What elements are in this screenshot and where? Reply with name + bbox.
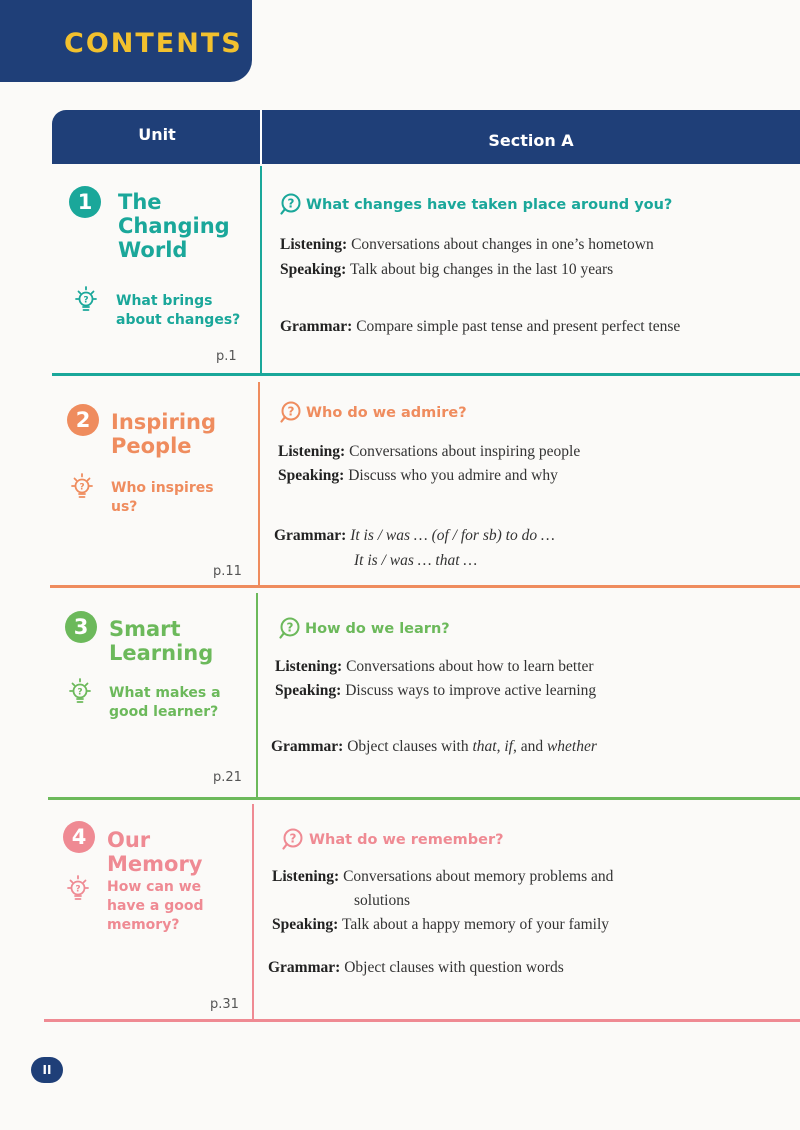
contents-title: CONTENTS [64,28,243,59]
unit-title[interactable]: Smart Learning [109,617,214,665]
unit-page-number[interactable]: p.1 [216,349,237,364]
unit-number-badge: 1 [69,186,101,218]
grammar-line: Grammar: Object clauses with that, if, and whether [271,738,597,755]
unit-row-3 [48,593,800,805]
unit-cell [50,382,258,585]
unit-number-badge: 3 [65,611,97,643]
svg-text:?: ? [75,884,81,895]
unit-page-number[interactable]: p.21 [213,770,242,785]
lightbulb-icon [64,874,92,904]
section-a-cell [254,804,800,1022]
table-header [52,110,800,164]
unit-row-1 [52,166,800,381]
unit-big-question: What brings about changes? [116,293,241,328]
section-question: What changes have taken place around you? [306,197,673,213]
svg-text:?: ? [79,482,85,493]
listening-line: Listening: Conversations about inspiring people [278,443,581,460]
question-magnifier-icon [280,401,302,423]
grammar-line: Grammar: Compare simple past tense and present perfect tense [280,318,681,335]
section-a-cell [258,593,800,798]
svg-text:?: ? [286,620,294,635]
speaking-line: Speaking: Talk about a happy memory of your family [272,916,610,933]
question-magnifier-icon [280,193,302,215]
speaking-line: Speaking: Discuss who you admire and why [278,467,558,484]
svg-text:?: ? [287,196,295,211]
speaking-line: Speaking: Discuss ways to improve active learning [275,682,597,699]
lightbulb-icon [68,472,96,502]
svg-text:?: ? [287,404,295,419]
section-a-cell [260,382,800,585]
svg-text:?: ? [289,831,297,846]
header-unit: Unit [138,125,176,144]
unit-big-question: Who inspires us? [111,480,214,515]
unit-cell [52,166,260,374]
svg-text:?: ? [77,687,83,698]
listening-line: Listening: Conversations about how to learn better [275,658,594,675]
listening-line: Listening: Conversations about changes in one’s hometown [280,236,654,253]
lightbulb-icon [72,285,100,315]
unit-row-4 [44,804,800,1028]
unit-number-badge: 4 [63,821,95,853]
unit-number-badge: 2 [67,404,99,436]
unit-title[interactable]: Our Memory [107,828,203,876]
section-question: How do we learn? [305,621,450,637]
unit-page-number[interactable]: p.11 [213,564,242,579]
contents-banner [0,0,252,82]
unit-cell [44,804,252,1022]
question-magnifier-icon [282,828,304,850]
listening-line: Listening: Conversations about memory problems and [272,868,614,885]
unit-big-question: What makes a good learner? [109,685,221,720]
grammar-line-2: It is / was … that … [354,552,478,569]
unit-row-2 [50,382,800,592]
section-question: Who do we admire? [306,405,467,421]
lightbulb-icon [66,677,94,707]
unit-title[interactable]: The Changing World [118,190,230,262]
row-bottom-line [50,585,800,588]
question-magnifier-icon [279,617,301,639]
header-section-a: Section A [488,131,574,150]
unit-cell [48,593,256,798]
section-a-cell [262,166,800,374]
listening-line-2: solutions [354,892,410,909]
unit-page-number[interactable]: p.31 [210,997,239,1012]
svg-text:?: ? [83,295,89,306]
grammar-line: Grammar: Object clauses with question words [268,959,564,976]
unit-big-question: How can we have a good memory? [107,879,204,933]
grammar-line: Grammar: It is / was … (of / for sb) to do … [274,527,555,544]
section-question: What do we remember? [309,832,504,848]
speaking-line: Speaking: Talk about big changes in the last 10 years [280,261,614,278]
unit-title[interactable]: Inspiring People [111,410,217,458]
page-number-badge: II [31,1057,63,1083]
